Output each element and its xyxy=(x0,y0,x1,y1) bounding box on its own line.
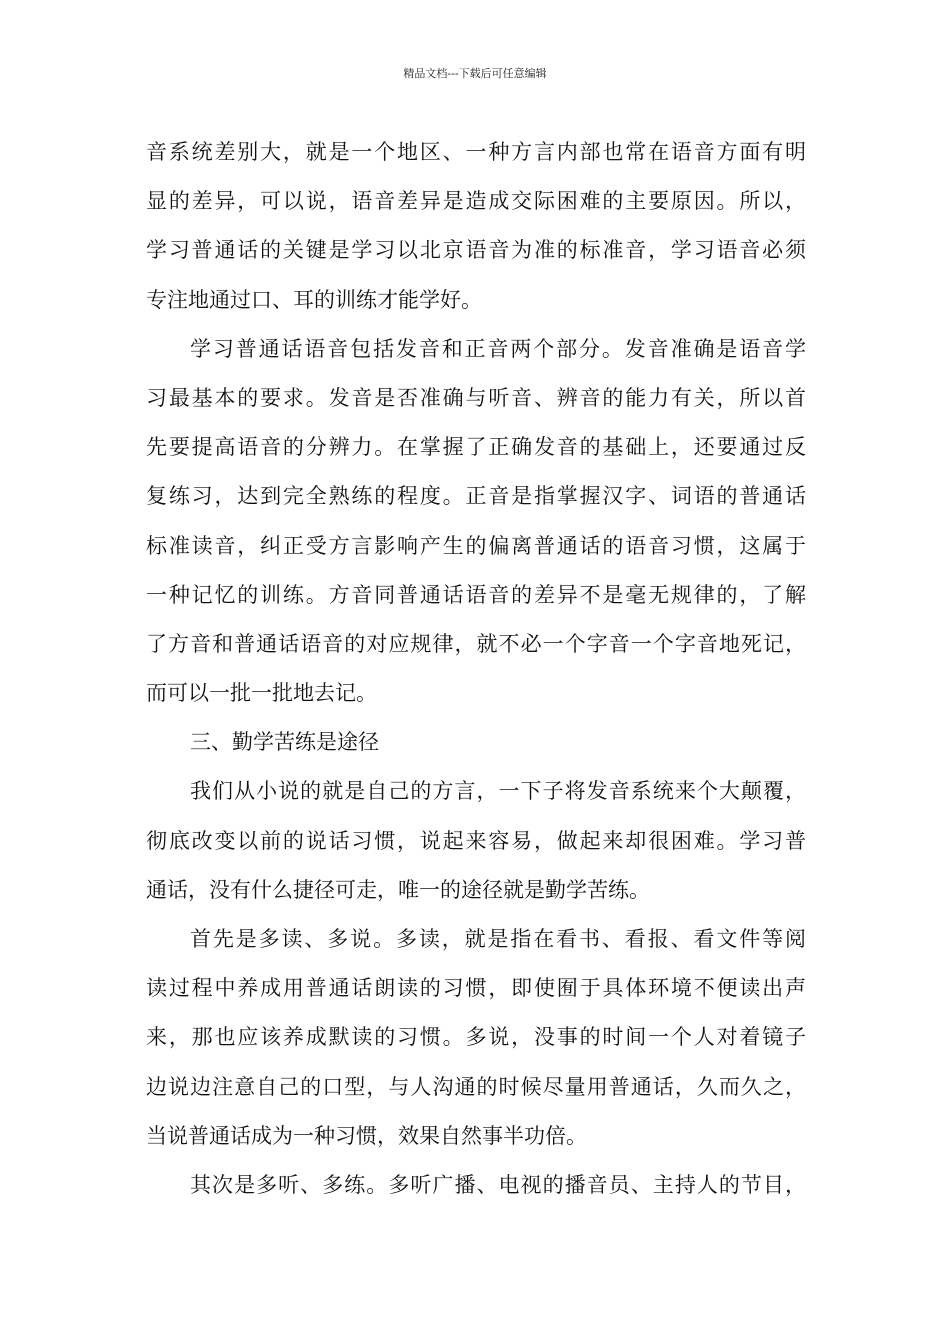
document-body xyxy=(146,128,806,1210)
text-line: 显的差异，可以说，语音差异是造成交际困难的主要原因。所以， xyxy=(146,189,806,214)
text-line: 一种记忆的训练。方音同普通话语音的差异不是毫无规律的，了解 xyxy=(146,582,806,607)
text-line: 学习普通话语音包括发音和正音两个部分。发音准确是语音学 xyxy=(190,336,806,361)
text-line: 先要提高语音的分辨力。在掌握了正确发音的基础上，还要通过反 xyxy=(146,435,806,460)
text-line: 学习普通话的关键是学习以北京语音为准的标准音，学习语音必须 xyxy=(146,238,806,263)
text-line: 习最基本的要求。发音是否准确与听音、辨音的能力有关，所以首 xyxy=(146,385,806,410)
text-line: 读过程中养成用普通话朗读的习惯，即使囿于具体环境不便读出声 xyxy=(146,976,806,1001)
text-line: 三、勤学苦练是途径 xyxy=(190,730,379,755)
text-line: 通话，没有什么捷径可走，唯一的途径就是勤学苦练。 xyxy=(146,877,650,902)
text-line: 其次是多听、多练。多听广播、电视的播音员、主持人的节目， xyxy=(190,1172,806,1197)
page-header: 精品文档---下载后可任意编辑 xyxy=(403,67,547,80)
text-line: 音系统差别大，就是一个地区、一种方言内部也常在语音方面有明 xyxy=(146,140,806,164)
text-line: 复练习，达到完全熟练的程度。正音是指掌握汉字、词语的普通话 xyxy=(146,484,806,509)
text-line: 而可以一批一批地去记。 xyxy=(146,681,377,706)
text-line: 当说普通话成为一种习惯，效果自然事半功倍。 xyxy=(146,1123,587,1148)
text-line: 边说边注意自己的口型，与人沟通的时候尽量用普通话，久而久之， xyxy=(146,1074,806,1099)
text-line: 了方音和普通话语音的对应规律，就不必一个字音一个字音地死记， xyxy=(146,631,806,656)
text-line: 专注地通过口、耳的训练才能学好。 xyxy=(146,287,482,312)
text-line: 我们从小说的就是自己的方言，一下子将发音系统来个大颠覆， xyxy=(190,779,806,804)
text-line: 标准读音，纠正受方言影响产生的偏离普通话的语音习惯，这属于 xyxy=(146,533,806,558)
text-line: 首先是多读、多说。多读，就是指在看书、看报、看文件等阅 xyxy=(190,927,806,951)
text-line: 彻底改变以前的说话习惯，说起来容易，做起来却很困难。学习普 xyxy=(146,828,806,853)
text-line: 来，那也应该养成默读的习惯。多说，没事的时间一个人对着镜子 xyxy=(146,1025,806,1050)
